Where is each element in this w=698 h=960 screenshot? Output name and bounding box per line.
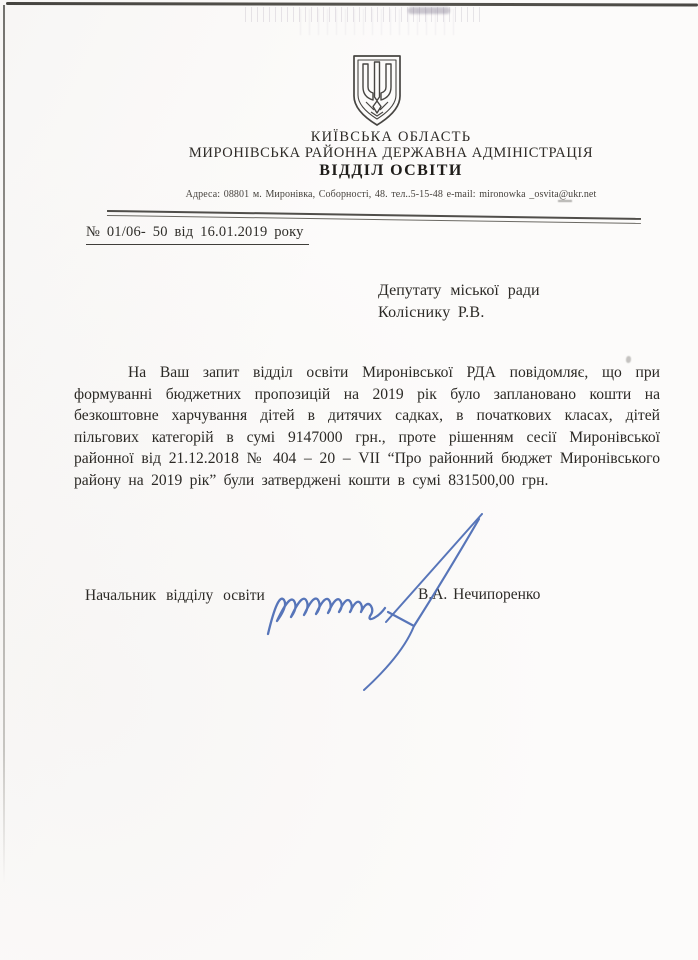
body-line: районної від 21.12.2018 № 404 – 20 – VII “Про районний бюджет Миронівського — [74, 450, 660, 467]
addressee-name: Коліснику Р.В. — [378, 304, 485, 321]
signer-title: Начальник відділу освіти — [85, 587, 265, 604]
body-line: формуванні бюджетних пропозицій на 2019 рік було заплановано кошти на — [74, 385, 660, 403]
letterhead — [70, 129, 698, 200]
scan-smudge-artifact — [408, 7, 450, 14]
scan-speck-artifact — [626, 356, 631, 363]
letterhead-department: ВІДДІЛ ОСВІТИ — [319, 162, 463, 179]
reference-number-line: № 01/06- 50 від 16.01.2019 року — [86, 224, 309, 245]
body-line: На Ваш запит відділ освіти Миронівської РДА повідомляє, що при — [128, 364, 660, 381]
handwritten-signature — [258, 496, 498, 701]
letterhead-region: КИЇВСЬКА ОБЛАСТЬ — [310, 129, 472, 145]
scan-top-edge-line — [6, 2, 698, 6]
ukraine-trident-emblem — [351, 54, 403, 128]
scan-left-edge-line — [3, 5, 5, 883]
scan-speck-artifact — [558, 200, 572, 202]
body-line: безкоштовне харчування дітей в дитячих садках, в початкових класах, дітей — [74, 407, 660, 424]
letterhead-divider-rule — [107, 210, 641, 224]
letterhead-address: Адреса: 08801 м. Миронівка, Соборності, 48. тел..5-15-48 e-mail: mironowka _osvita@ukr.net — [185, 189, 597, 200]
letter-body-paragraph — [74, 364, 660, 493]
addressee-block — [378, 280, 540, 324]
addressee-title: Депутату міської ради — [378, 282, 540, 299]
body-line: пільгових категорій в сумі 9147000 грн., проте рішенням сесії Миронівської — [74, 428, 660, 446]
signer-name: В.А. Нечипоренко — [418, 586, 541, 603]
letterhead-organization: МИРОНІВСЬКА РАЙОННА ДЕРЖАВНА АДМІНІСТРАЦІЯ — [188, 145, 594, 161]
body-line: району на 2019 рік” були затверджені кошти в сумі 831500,00 грн. — [74, 471, 549, 489]
